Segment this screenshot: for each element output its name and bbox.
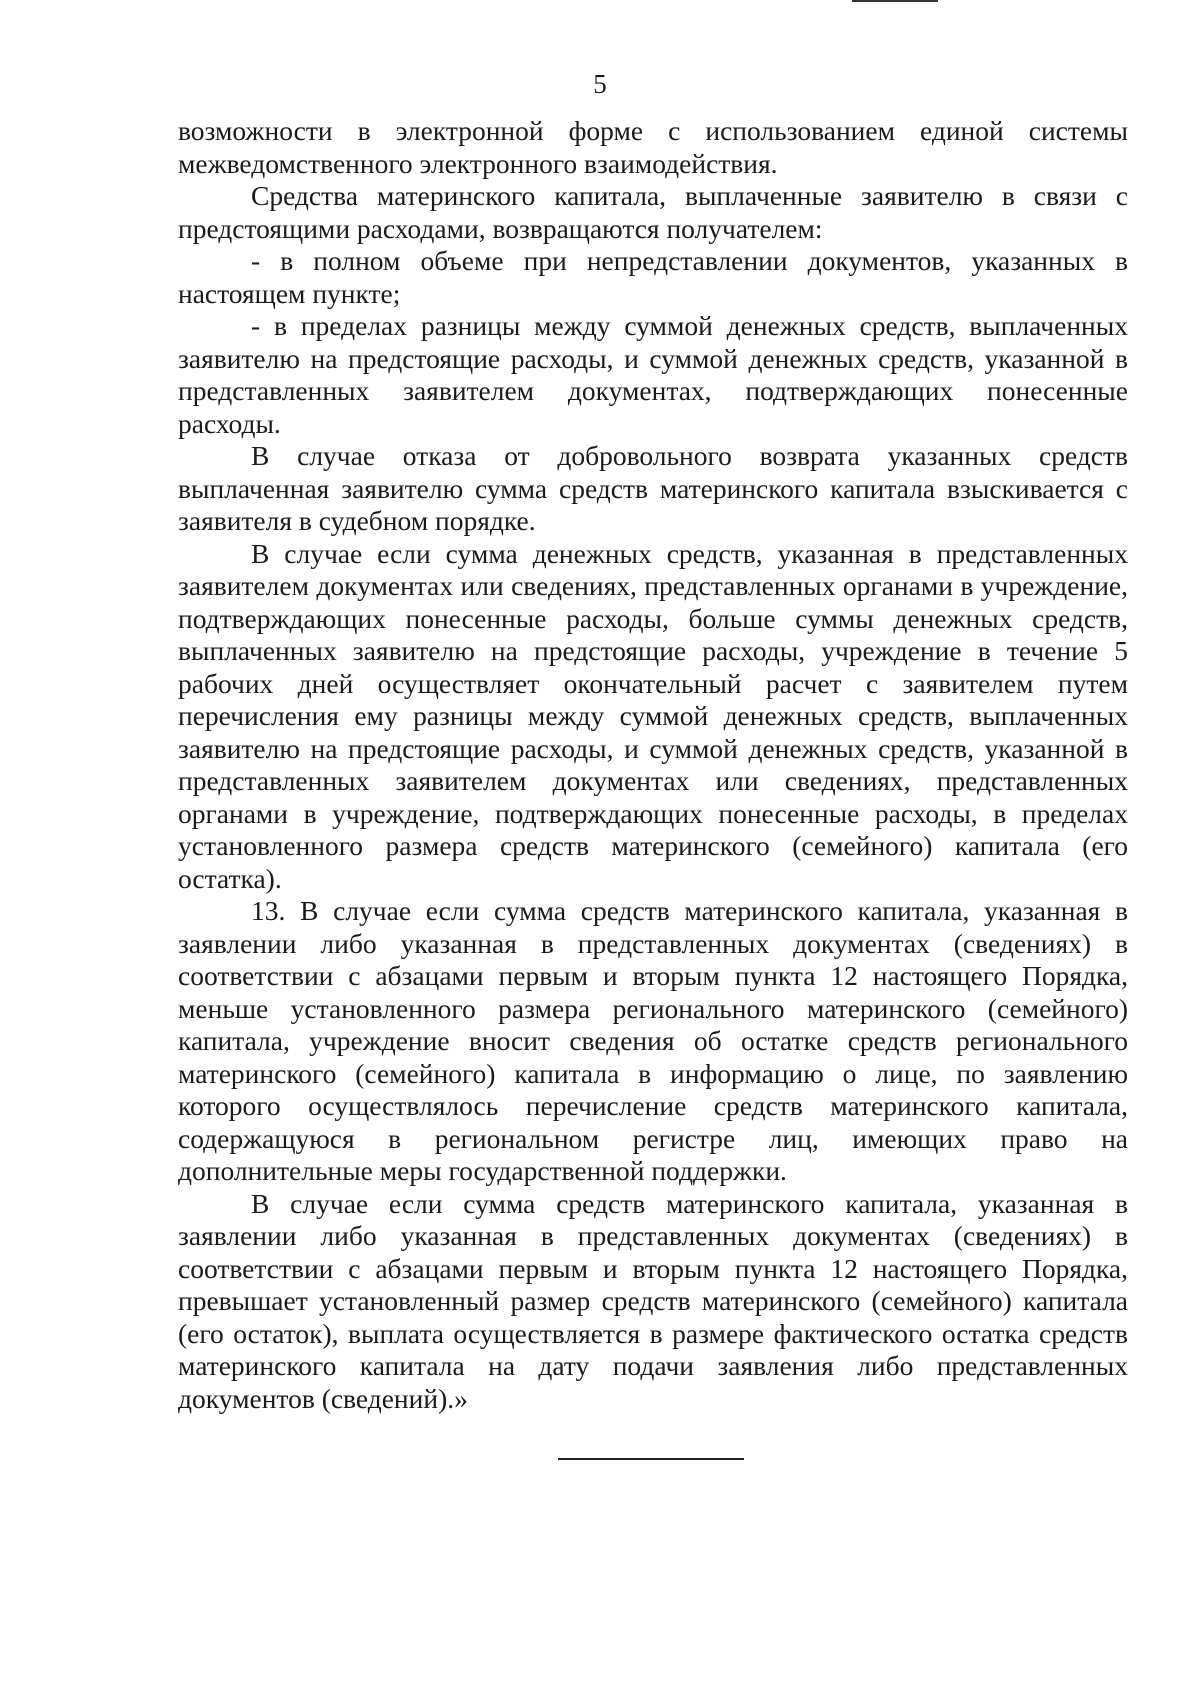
paragraph-refund-intro: Средства материнского капитала, выплаченные заявителю в связи с предстоящими расходами, возвращаются получателем: <box>178 180 1128 244</box>
paragraph-refund-full: - в полном объеме при непредставлении документов, указанных в настоящем пункте; <box>178 245 1128 309</box>
closing-divider-line <box>558 1458 744 1460</box>
paragraph-refund-difference: - в пределах разницы между суммой денежных средств, выплаченных заявителю на предстоящие расходы, и суммой денежных средств, указанной в представленных заявителем документах, подтверждающих понесенные расходы. <box>178 310 1128 439</box>
paragraph-final-settlement: В случае если сумма денежных средств, указанная в представленных заявителем документах или сведениях, представленных органами в учреждение, подтверждающих понесенные расходы, больше суммы денежных средств, выплаченных заявителю на предстоящие расходы, учреждение в течение 5 рабочих дней осуществляет окончательный расчет с заявителем путем перечисления ему разницы между суммой денежных средств, выплаченных заявителю на предстоящие расходы, и суммой денежных средств, указанной в представленных заявителем документах или сведениях, представленных органами в учреждение, подтверждающих понесенные расходы, в пределах установленного размера средств материнского (семейного) капитала (его остатка). <box>178 537 1128 894</box>
document-body <box>178 115 1128 1415</box>
paragraph-continuation: возможности в электронной форме с использованием единой системы межведомственного электронного взаимодействия. <box>178 115 1128 179</box>
page-number: 5 <box>593 69 607 99</box>
paragraph-refusal-recovery: В случае отказа от добровольного возврата указанных средств выплаченная заявителю сумма средств материнского капитала взыскивается с заявителя в судебном порядке. <box>178 440 1128 536</box>
top-edge-mark <box>852 0 938 2</box>
paragraph-item-13: 13. В случае если сумма средств материнского капитала, указанная в заявлении либо указанная в представленных документах (сведениях) в соответствии с абзацами первым и вторым пункта 12 настоящего Порядка, меньше установленного размера регионального материнского (семейного) капитала, учреждение вносит сведения об остатке средств регионального материнского (семейного) капитала в информацию о лице, по заявлению которого осуществлялось перечисление средств материнского капитала, содержащуюся в региональном регистре лиц, имеющих право на дополнительные меры государственной поддержки. <box>178 895 1128 1186</box>
paragraph-excess-amount: В случае если сумма средств материнского капитала, указанная в заявлении либо указанная в представленных документах (сведениях) в соответствии с абзацами первым и вторым пункта 12 настоящего Порядка, превышает установленный размер средств материнского (семейного) капитала (его остаток), выплата осуществляется в размере фактического остатка средств материнского капитала на дату подачи заявления либо представленных документов (сведений).» <box>178 1187 1128 1414</box>
